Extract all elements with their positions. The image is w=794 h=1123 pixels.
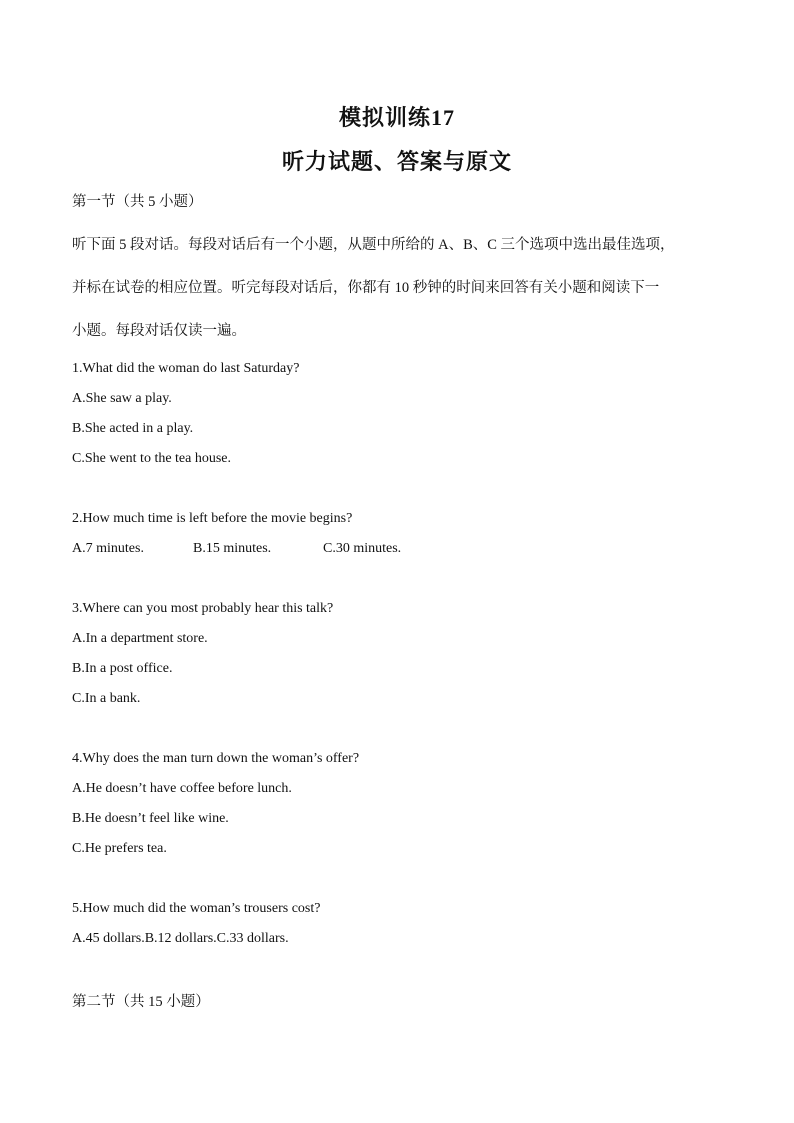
question-1-option-b: B.She acted in a play. [72, 421, 194, 436]
document-title: 模拟训练17 [338, 105, 455, 130]
question-2: 2.How much time is left before the movie begins? [72, 511, 353, 526]
document-subtitle: 听力试题、答案与原文 [281, 149, 512, 174]
question-3-option-a: A.In a department store. [72, 631, 208, 646]
question-4-option-c: C.He prefers tea. [72, 841, 167, 856]
question-2-option-c: C.30 minutes. [323, 541, 402, 556]
question-1-option-c: C.She went to the tea house. [72, 451, 232, 466]
question-4-option-a: A.He doesn’t have coffee before lunch. [72, 781, 292, 796]
section1-heading: 第一节（共 5 小题） [72, 194, 203, 210]
question-2-option-b: B.15 minutes. [193, 541, 272, 556]
question-1: 1.What did the woman do last Saturday? [72, 361, 300, 376]
question-5-options: A.45 dollars.B.12 dollars.C.33 dollars. [72, 931, 289, 946]
question-3-option-c: C.In a bank. [72, 691, 141, 706]
section2-heading: 第二节（共 15 小题） [72, 994, 210, 1010]
question-1-option-a: A.She saw a play. [72, 391, 172, 406]
instructions-line-1: 听下面 5 段对话。每段对话后有一个小题，从题中所给的 A、B、C 三个选项中选出最佳选项， [72, 237, 675, 253]
question-3-option-b: B.In a post office. [72, 661, 173, 676]
question-2-option-a: A.7 minutes. [72, 541, 144, 556]
question-5: 5.How much did the woman’s trousers cost? [72, 901, 321, 916]
question-2-options [72, 541, 401, 557]
question-4-option-b: B.He doesn’t feel like wine. [72, 811, 229, 826]
question-4: 4.Why does the man turn down the woman’s offer? [72, 751, 360, 766]
instructions-line-2: 并标在试卷的相应位置。听完每段对话后，你都有 10 秒钟的时间来回答有关小题和阅读下一 [72, 280, 660, 296]
question-3: 3.Where can you most probably hear this talk? [72, 601, 334, 616]
instructions-line-3: 小题。每段对话仅读一遍。 [72, 323, 246, 339]
